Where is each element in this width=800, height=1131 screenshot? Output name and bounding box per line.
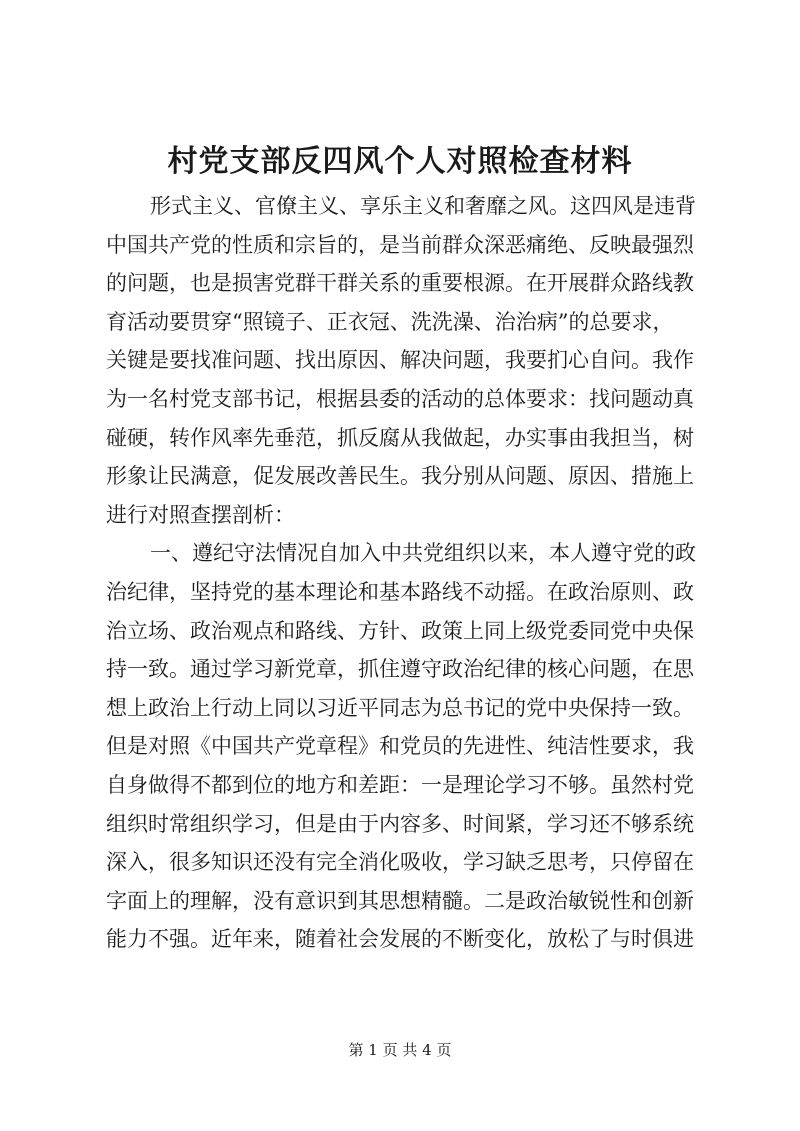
text-line: 深入，很多知识还没有完全消化吸收，学习缺乏思考，只停留在: [106, 850, 694, 875]
text-line: 治纪律，坚持党的基本理论和基本路线不动摇。在政治原则、政: [106, 579, 694, 604]
document-body: [106, 187, 718, 959]
text-line: 碰硬，转作风率先垂范，抓反腐从我做起，办实事由我担当，树: [106, 425, 694, 450]
text-line: 想上政治上行动上同以习近平同志为总书记的党中央保持一致。: [106, 695, 694, 720]
page-footer: 第 1 页 共 4 页: [348, 1041, 452, 1059]
text-line: 育活动要贯穿“照镜子、正衣冠、洗洗澡、治治病”的总要求，: [106, 309, 674, 334]
text-line: 进行对照查摆剖析：: [106, 502, 295, 527]
text-line: 的问题，也是损害党群干群关系的重要根源。在开展群众路线教: [106, 271, 694, 296]
text-line: 组织时常组织学习，但是由于内容多、时间紧，学习还不够系统: [106, 811, 694, 836]
paragraph-2: [106, 534, 718, 959]
text-line: 为一名村党支部书记，根据县委的活动的总体要求：找问题动真: [106, 386, 694, 411]
text-line: 但是对照《中国共产党章程》和党员的先进性、纯洁性要求，我: [106, 734, 694, 759]
text-line: 一、遵纪守法情况自加入中共党组织以来，本人遵守党的政: [150, 541, 696, 566]
text-line: 持一致。通过学习新党章，抓住遵守政治纪律的核心问题，在思: [106, 657, 694, 682]
text-line: 治立场、政治观点和路线、方针、政策上同上级党委同党中央保: [106, 618, 694, 643]
text-line: 自身做得不都到位的地方和差距：一是理论学习不够。虽然村党: [106, 772, 694, 797]
text-line: 形象让民满意，促发展改善民生。我分别从问题、原因、措施上: [106, 464, 694, 489]
document-title: 村党支部反四风个人对照检查材料: [167, 144, 633, 179]
text-line: 中国共产党的性质和宗旨的，是当前群众深恶痛绝、反映最强烈: [106, 232, 694, 257]
text-line: 形式主义、官僚主义、享乐主义和奢靡之风。这四风是违背: [150, 194, 696, 218]
text-line: 关键是要找准问题、找出原因、解决问题，我要扪心自问。我作: [106, 348, 694, 373]
text-line: 能力不强。近年来，随着社会发展的不断变化，放松了与时俱进: [106, 927, 694, 952]
paragraph-1: [106, 187, 718, 534]
text-line: 字面上的理解，没有意识到其思想精髓。二是政治敏锐性和创新: [106, 888, 694, 913]
